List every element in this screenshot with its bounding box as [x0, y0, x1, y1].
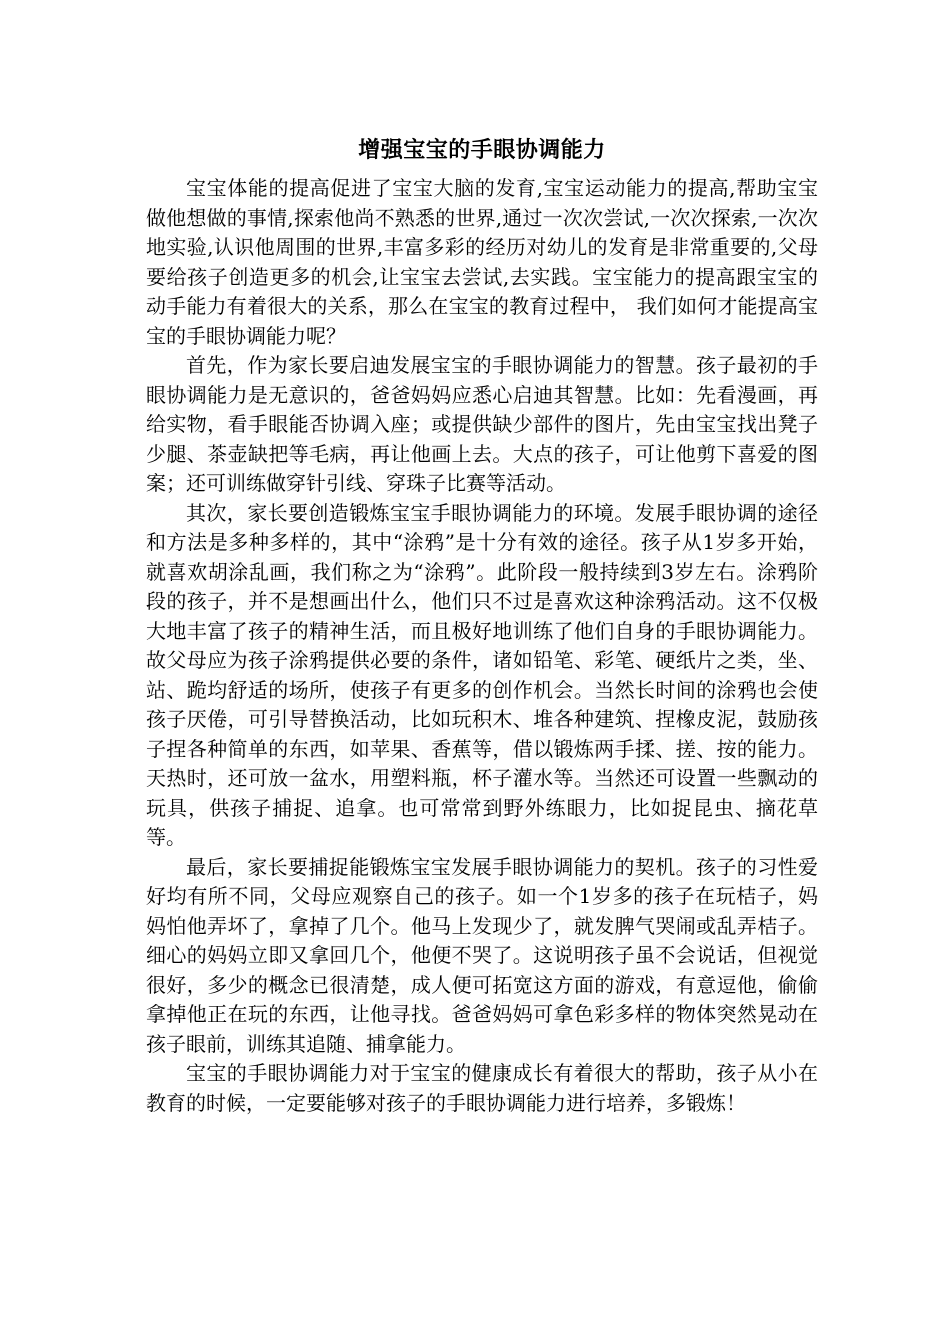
article-body	[146, 136, 818, 1118]
paragraph-second: 其次，家长要创造锻炼宝宝手眼协调能力的环境。发展手眼协调的途径和方法是多种多样的，其中“涂鸦”是十分有效的途径。孩子从1岁多开始，就喜欢胡涂乱画，我们称之为“涂鸦”。此阶段一般持续到3岁左右。涂鸦阶段的孩子，并不是想画出什么，他们只不过是喜欢这种涂鸦活动。这不仅极大地丰富了孩子的精神生活，而且极好地训练了他们自身的手眼协调能力。故父母应为孩子涂鸦提供必要的条件，诸如铅笔、彩笔、硬纸片之类，坐、站、跪均舒适的场所，使孩子有更多的创作机会。当然长时间的涂鸦也会使孩子厌倦，可引导替换活动，比如玩积木、堆各种建筑、捏橡皮泥，鼓励孩子捏各种简单的东西，如苹果、香蕉等，借以锻炼两手揉、搓、按的能力。天热时，还可放一盆水，用塑料瓶，杯子灌水等。当然还可设置一些飘动的玩具，供孩子捕捉、追拿。也可常常到野外练眼力，比如捉昆虫、摘花草等。	[146, 500, 818, 849]
paragraph-first: 首先，作为家长要启迪发展宝宝的手眼协调能力的智慧。孩子最初的手眼协调能力是无意识的，爸爸妈妈应悉心启迪其智慧。比如：先看漫画，再给实物，看手眼能否协调入座；或提供缺少部件的图片，先由宝宝找出凳子少腿、茶壶缺把等毛病，再让他画上去。大点的孩子，可让他剪下喜爱的图案；还可训练做穿针引线、穿珠子比赛等活动。	[146, 353, 818, 495]
paragraph-conclusion: 宝宝的手眼协调能力对于宝宝的健康成长有着很大的帮助，孩子从小在教育的时候，一定要能够对孩子的手眼协调能力进行培养，多锻炼！	[146, 1061, 818, 1115]
article-title: 增强宝宝的手眼协调能力	[358, 138, 606, 163]
paragraph-intro: 宝宝体能的提高促进了宝宝大脑的发育,宝宝运动能力的提高,帮助宝宝做他想做的事情,探索他尚不熟悉的世界,通过一次次尝试,一次次探索,一次次地实验,认识他周围的世界,丰富多彩的经历对幼儿的发育是非常重要的,父母要给孩子创造更多的机会,让宝宝去尝试,去实践。宝宝能力的提高跟宝宝的动手能力有着很大的关系，那么在宝宝的教育过程中， 我们如何才能提高宝宝的手眼协调能力呢？	[146, 176, 818, 348]
paragraph-last: 最后，家长要捕捉能锻炼宝宝发展手眼协调能力的契机。孩子的习性爱好均有所不同，父母应观察自己的孩子。如一个1岁多的孩子在玩桔子，妈妈怕他弄坏了，拿掉了几个。他马上发现少了，就发脾气哭闹或乱弄桔子。细心的妈妈立即又拿回几个，他便不哭了。这说明孩子虽不会说话，但视觉很好，多少的概念已很清楚，成人便可拓宽这方面的游戏，有意逗他，偷偷拿掉他正在玩的东西，让他寻找。爸爸妈妈可拿色彩多样的物体突然晃动在孩子眼前，训练其追随、捕拿能力。	[146, 854, 818, 1056]
